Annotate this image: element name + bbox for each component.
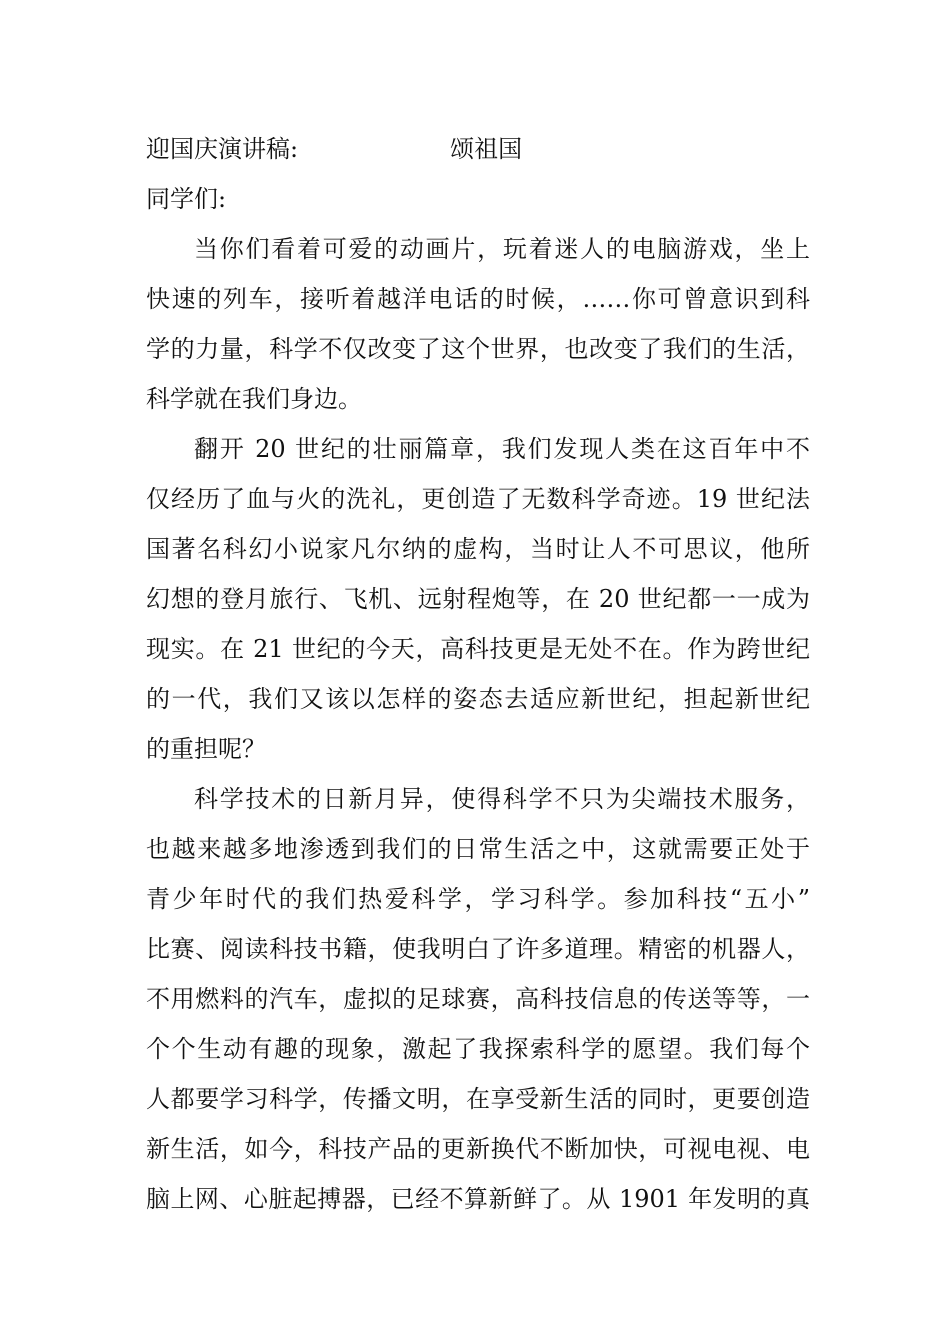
paragraph-line: 新生活，如今，科技产品的更新换代不断加快，可视电视、电 <box>146 1135 810 1163</box>
paragraph-line: 的重担呢？ <box>146 735 266 763</box>
paragraph-3 <box>146 774 810 1224</box>
paragraph-line: 个个生动有趣的现象，激起了我探索科学的愿望。我们每个 <box>146 1035 810 1063</box>
paragraph-line: 快速的列车，接听着越洋电话的时候，……你可曾意识到科 <box>146 285 810 313</box>
paragraph-line: 的一代，我们又该以怎样的姿态去适应新世纪，担起新世纪 <box>146 685 810 713</box>
paragraph-line: 脑上网、心脏起搏器，已经不算新鲜了。从 1901 年发明的真 <box>146 1185 810 1213</box>
paragraph-line: 仅经历了血与火的洗礼，更创造了无数科学奇迹。19 世纪法 <box>146 485 810 513</box>
paragraph-line: 也越来越多地渗透到我们的日常生活之中，这就需要正处于 <box>146 835 810 863</box>
document-body <box>146 124 810 1224</box>
paragraph-line: 科学技术的日新月异，使得科学不只为尖端技术服务， <box>194 785 810 813</box>
paragraph-line: 幻想的登月旅行、飞机、远射程炮等，在 20 世纪都一一成为 <box>146 585 810 613</box>
title-line <box>146 124 810 174</box>
paragraph-line: 人都要学习科学，传播文明，在享受新生活的同时，更要创造 <box>146 1085 810 1113</box>
paragraph-line: 青少年时代的我们热爱科学，学习科学。参加科技“五小” <box>146 885 810 913</box>
paragraph-line: 现实。在 21 世纪的今天，高科技更是无处不在。作为跨世纪 <box>146 635 810 663</box>
speech-title: 迎国庆演讲稿: <box>146 135 299 163</box>
paragraph-line: 国著名科幻小说家凡尔纳的虚构，当时让人不可思议，他所 <box>146 535 810 563</box>
paragraph-line: 学的力量，科学不仅改变了这个世界，也改变了我们的生活， <box>146 335 810 363</box>
paragraph-line: 科学就在我们身边。 <box>146 385 362 413</box>
paragraph-line: 不用燃料的汽车，虚拟的足球赛，高科技信息的传送等等，一 <box>146 985 810 1013</box>
speech-subtitle: 颂祖国 <box>450 135 523 163</box>
paragraph-line: 当你们看着可爱的动画片，玩着迷人的电脑游戏，坐上 <box>194 235 810 263</box>
greeting: 同学们: <box>146 185 227 213</box>
paragraph-2 <box>146 424 810 774</box>
paragraph-line: 翻开 20 世纪的壮丽篇章，我们发现人类在这百年中不 <box>194 435 810 463</box>
paragraph-line: 比赛、阅读科技书籍，使我明白了许多道理。精密的机器人， <box>146 935 810 963</box>
paragraph-1 <box>146 224 810 424</box>
